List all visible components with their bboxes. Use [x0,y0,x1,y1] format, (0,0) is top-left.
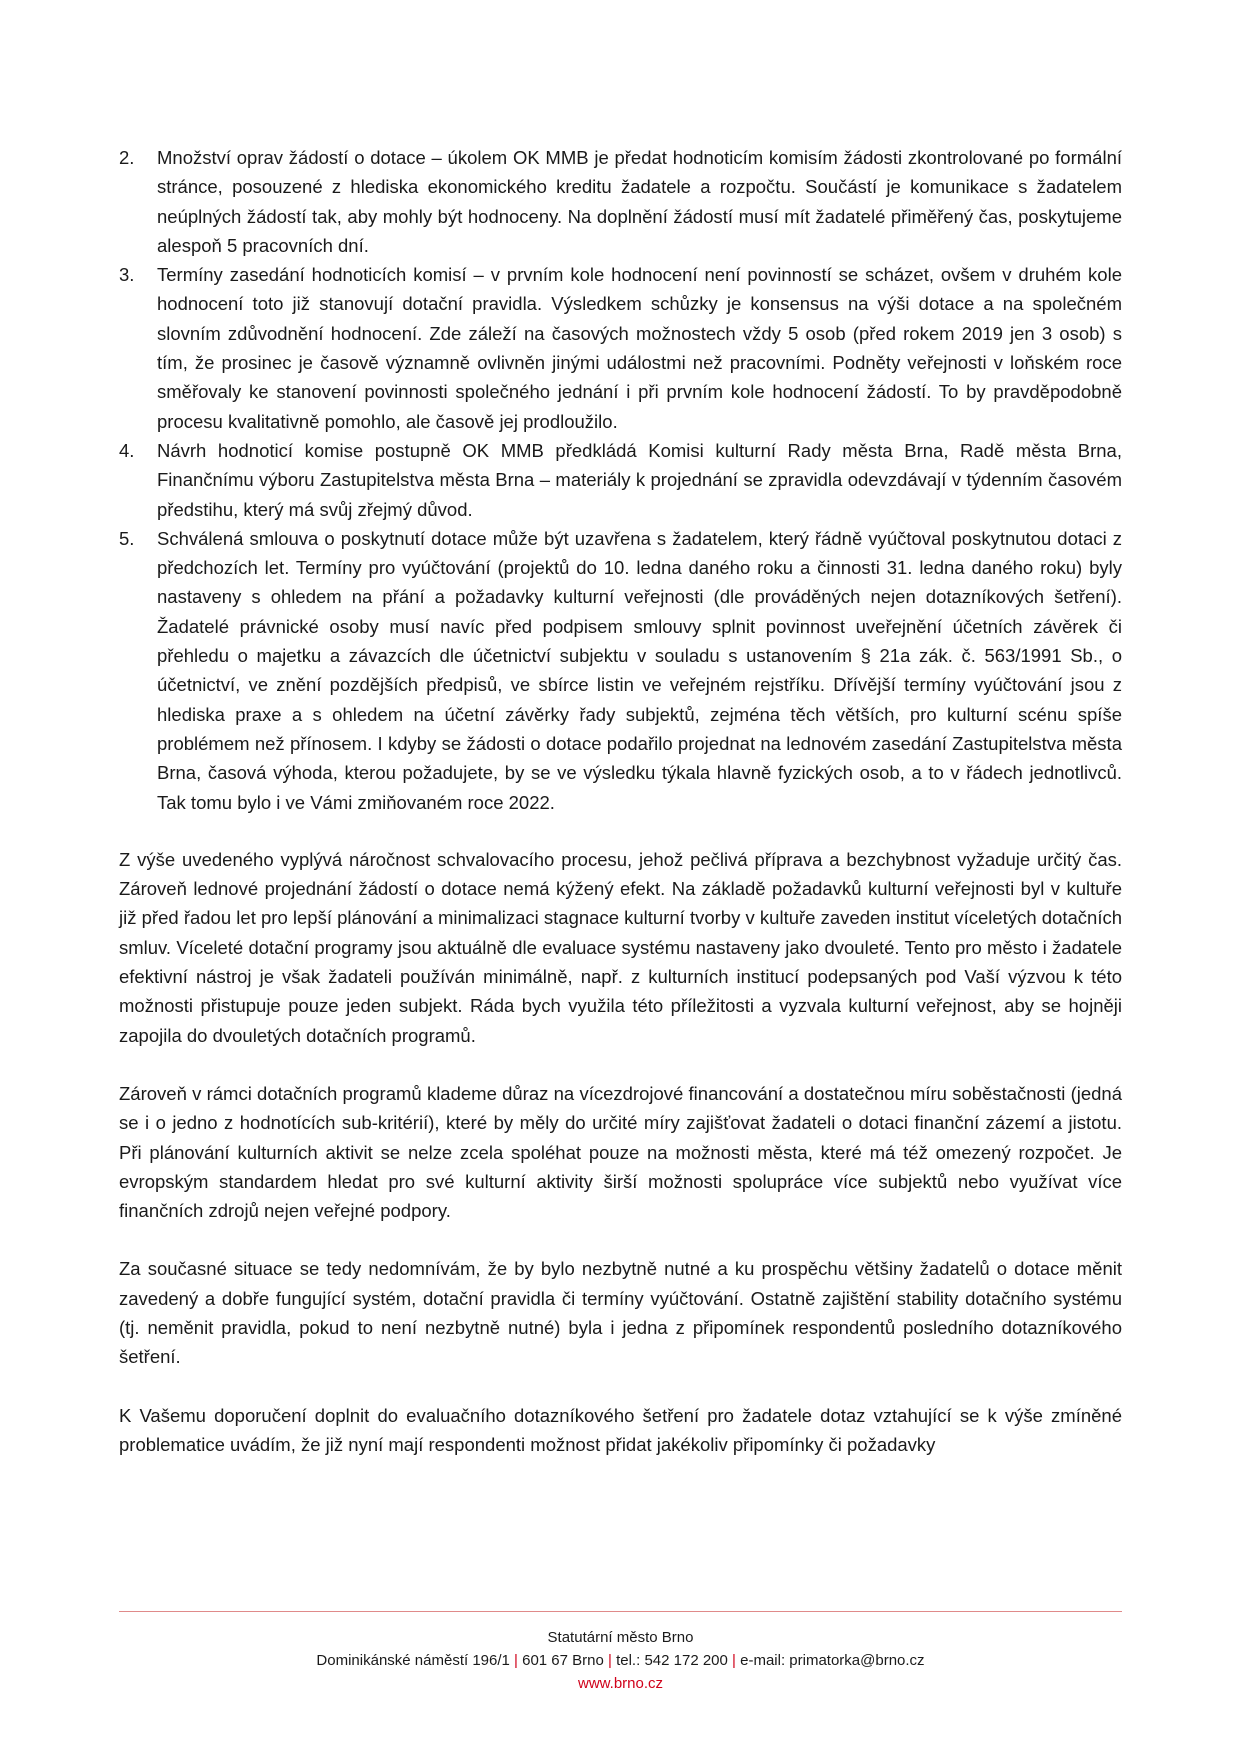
footer-separator: | [514,1652,518,1669]
list-item [119,143,1122,260]
footer-postal: 601 67 Brno [522,1652,604,1669]
footer-address: Dominikánské náměstí 196/1 [316,1652,510,1669]
footer-separator: | [732,1652,736,1669]
footer-email[interactable]: e-mail: primatorka@brno.cz [740,1652,925,1669]
list-item-text: Návrh hodnoticí komise postupně OK MMB předkládá Komisi kulturní Rady města Brna, Radě města Brna, Finančnímu výboru Zastupitelstva města Brna – materiály k projednání se zpravidla odevzdávají v týdenním časovém předstihu, který má svůj zřejmý důvod. [157,439,1122,520]
footer-contact-line [119,1649,1122,1672]
list-item-text: Množství oprav žádostí o dotace – úkolem OK MMB je předat hodnoticím komisím žádosti zkontrolované po formální stránce, posouzené z hlediska ekonomického kreditu žadatele a rozpočtu. Součástí je komunikace s žadatelem neúplných žádostí tak, aby mohly být hodnoceny. Na doplnění žádostí musí mít žadatelé přiměřený čas, poskytujeme alespoň 5 pracovních dní. [157,147,1122,256]
footer-separator: | [608,1652,612,1669]
body-paragraph: Z výše uvedeného vyplývá náročnost schvalovacího procesu, jehož pečlivá příprava a bezchybnost vyžaduje určitý čas. Zároveň lednové projednání žádostí o dotace nemá kýžený efekt. Na základě požadavků kulturní veřejnosti byl v kultuře již před řadou let pro lepší plánování a minimalizaci stagnace kulturní tvorby v kultuře zaveden institut víceletých dotačních smluv. Víceleté dotační programy jsou aktuálně dle evaluace systému nastaveny jako dvouleté. Tento pro město i žadatele efektivní nástroj je však žadateli používán minimálně, např. z kulturních institucí podepsaných pod Vaší výzvou k této možnosti přistupuje pouze jeden subjekt. Ráda bych využila této příležitosti a vyzvala kulturní veřejnost, aby se hojněji zapojila do dvouletých dotačních programů. [119,848,1122,1046]
footer-website-link[interactable]: www.brno.cz [577,1675,664,1692]
list-item-text: Schválená smlouva o poskytnutí dotace může být uzavřena s žadatelem, který řádně vyúčtoval poskytnutou dotaci z předchozích let. Termíny pro vyúčtování (projektů do 10. ledna daného roku a činnosti 31. ledna daného roku) byly nastaveny s ohledem na přání a požadavky kulturní veřejnosti (dle prováděných nejen dotazníkových šetření). Žadatelé právnické osoby musí navíc před podpisem smlouvy splnit povinnost uveřejnění účetních závěrek či přehledu o majetku a závazcích dle účetnictví subjektu v souladu s ustanovením § 21a zák. č. 563/1991 Sb., o účetnictví, ve znění pozdějších předpisů, ve sbírce listin ve veřejném rejstříku. Dřívější termíny vyúčtování jsou z hlediska praxe a s ohledem na účetní závěrky řady subjektů, zejména těch větších, pro kulturní scénu spíše problémem než přínosem. I kdyby se žádosti o dotace podařilo projednat na lednovém zasedání Zastupitelstva města Brna, časová výhoda, kterou požadujete, by se ve výsledku týkala hlavně fyzických osob, a to v řádech jednotlivců. Tak tomu bylo i ve Vámi zmiňovaném roce 2022. [157,527,1122,813]
body-paragraph: Za současné situace se tedy nedomnívám, že by bylo nezbytně nutné a ku prospěchu většiny žadatelů o dotace měnit zavedený a dobře fungující systém, dotační pravidla či termíny vyúčtování. Ostatně zajištění stability dotačního systému (tj. neměnit pravidla, pokud to není nezbytně nutné) byla i jedna z připomínek respondentů posledního dotazníkového šetření. [119,1258,1122,1368]
footer-divider [119,1611,1122,1612]
list-item-number: 5. [119,527,135,549]
numbered-list [119,143,1122,817]
list-item [119,436,1122,524]
list-item-text: Termíny zasedání hodnoticích komisí – v prvním kole hodnocení není povinností se scházet, ovšem v druhém kole hodnocení toto již stanovují dotační pravidla. Výsledkem schůzky je konsensus na výši dotace a na společném slovním zdůvodnění hodnocení. Zde záleží na časových možnostech vždy 5 osob (před rokem 2019 jen 3 osob) s tím, že prosinec je časově významně ovlivněn jinými událostmi než pracovními. Podněty veřejnosti v loňském roce směřovaly ke stanovení povinnosti společného jednání i při prvním kole hodnocení žádostí. To by pravděpodobně procesu kvalitativně pomohlo, ale časově jej prodloužilo. [157,264,1122,432]
list-item-number: 3. [119,264,135,286]
list-item [119,524,1122,817]
footer-organization: Statutární město Brno [547,1629,694,1646]
footer-phone: tel.: 542 172 200 [616,1652,728,1669]
letter-body [119,143,1122,1459]
list-item-number: 2. [119,147,135,168]
list-item-number: 4. [119,439,135,461]
list-item [119,260,1122,436]
page-footer [119,1626,1122,1695]
body-paragraph: Zároveň v rámci dotačních programů klademe důraz na vícezdrojové financování a dostatečnou míru soběstačnosti (jedná se i o jedno z hodnotících sub-kritérií), které by měly do určité míry zajišťovat žadateli o dotaci finanční zázemí a jistotu. Při plánování kulturních aktivit se nelze zcela spoléhat pouze na možnosti města, které má též omezený rozpočet. Je evropským standardem hledat pro své kulturní aktivity širší možnosti spolupráce více subjektů nebo využívat více finančních zdrojů nejen veřejné podpory. [119,1082,1122,1222]
body-paragraph: K Vašemu doporučení doplnit do evaluačního dotazníkového šetření pro žadatele dotaz vztahující se k výše zmíněné problematice uvádím, že již nyní mají respondenti možnost přidat jakékoliv připomínky či požadavky [119,1404,1122,1455]
